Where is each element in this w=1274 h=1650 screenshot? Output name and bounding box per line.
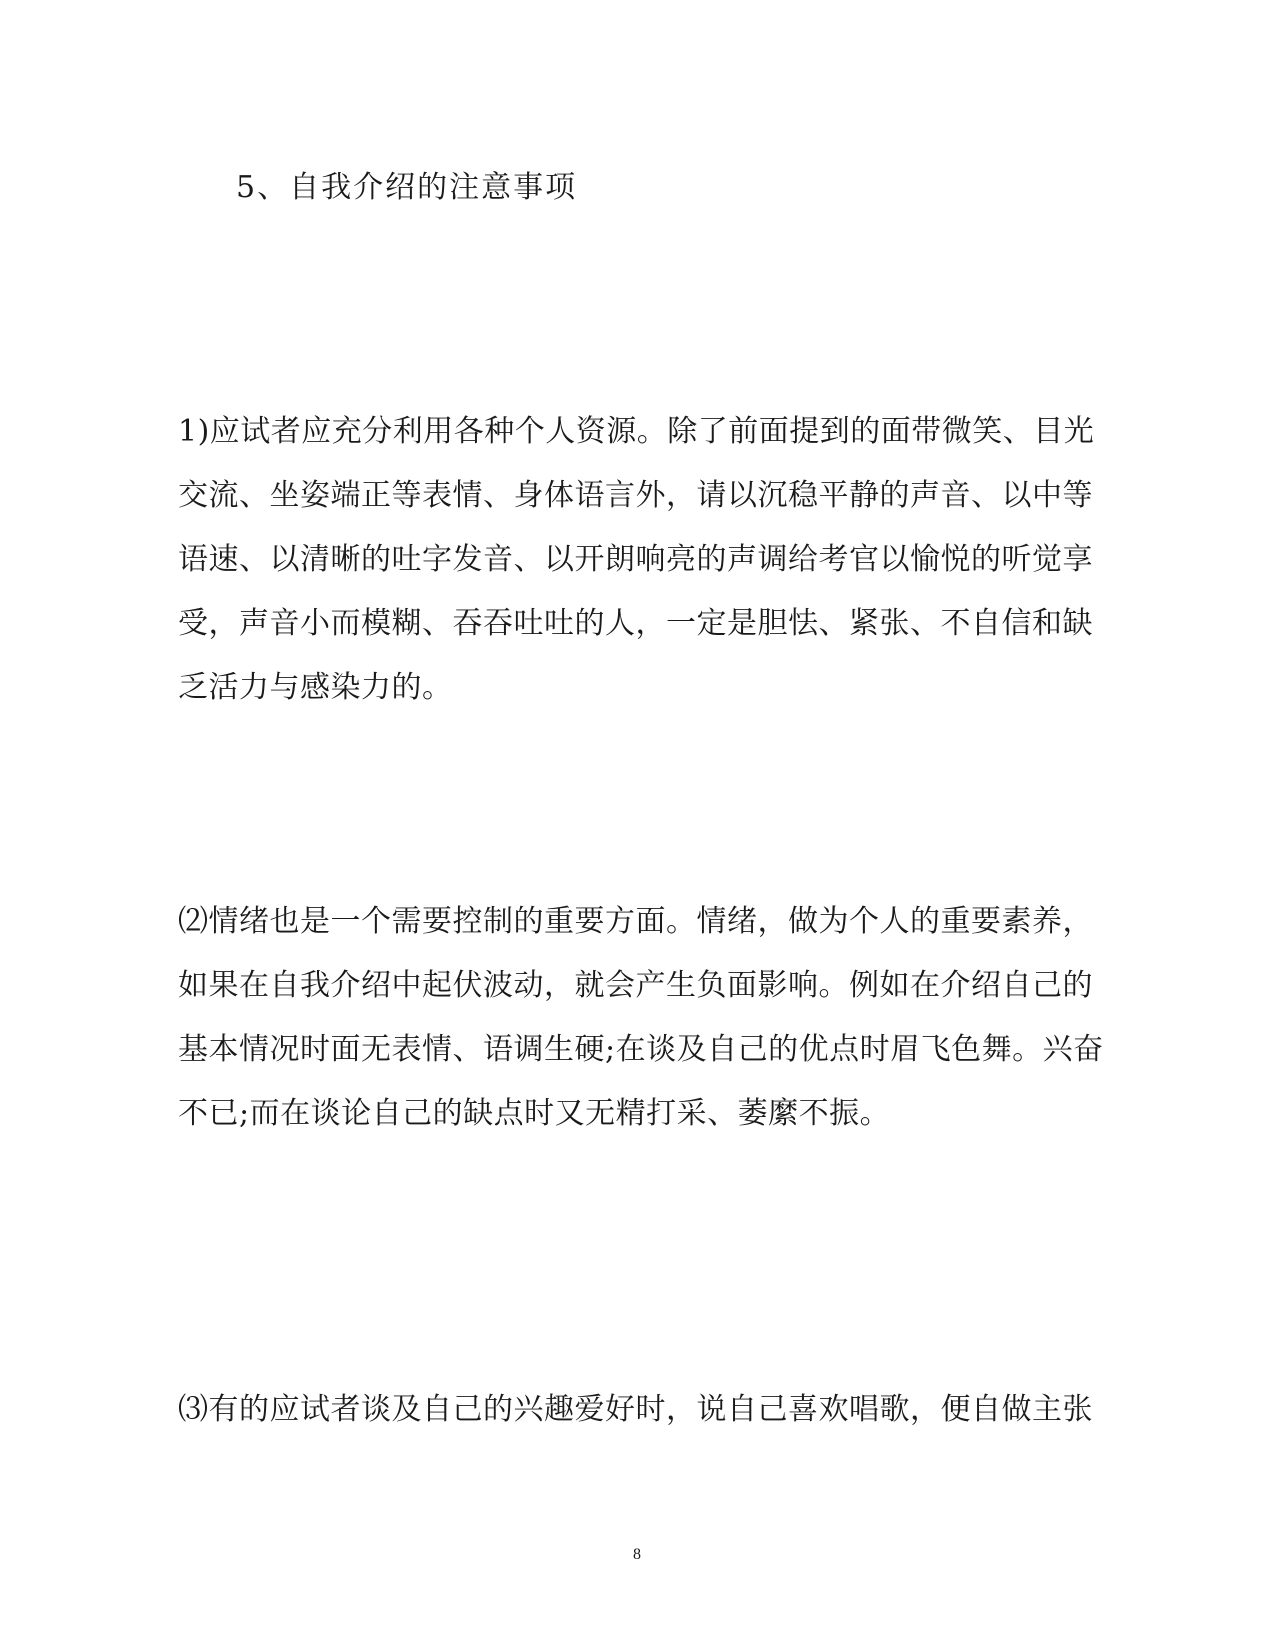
paragraph-line: 受，声音小而模糊、吞吞吐吐的人，一定是胆怯、紧张、不自信和缺 <box>178 606 1093 641</box>
paragraph-line: 交流、坐姿端正等表情、身体语言外，请以沉稳平静的声音、以中等 <box>178 478 1093 513</box>
paragraph-line: 不已;而在谈论自己的缺点时又无精打采、萎縻不振。 <box>178 1096 891 1131</box>
page-number: 8 <box>633 1546 641 1563</box>
paragraph-line: 1)应试者应充分利用各种个人资源。除了前面提到的面带微笑、目光 <box>178 414 1095 449</box>
paragraph-1 <box>178 400 1094 720</box>
paragraph-line: ⑵情绪也是一个需要控制的重要方面。情绪，做为个人的重要素养， <box>178 904 1093 939</box>
section-heading: 5、自我介绍的注意事项 <box>236 170 578 205</box>
paragraph-line: 基本情况时面无表情、语调生硬;在谈及自己的优点时眉飞色舞。兴奋 <box>178 1032 1104 1067</box>
paragraph-line: ⑶有的应试者谈及自己的兴趣爱好时，说自己喜欢唱歌，便自做主张 <box>178 1392 1093 1427</box>
paragraph-line: 如果在自我介绍中起伏波动，就会产生负面影响。例如在介绍自己的 <box>178 968 1093 1003</box>
paragraph-2 <box>178 890 1104 1146</box>
paragraph-line: 乏活力与感染力的。 <box>178 670 453 705</box>
paragraph-3 <box>178 1378 1093 1442</box>
paragraph-line: 语速、以清晰的吐字发音、以开朗响亮的声调给考官以愉悦的听觉享 <box>178 542 1093 577</box>
